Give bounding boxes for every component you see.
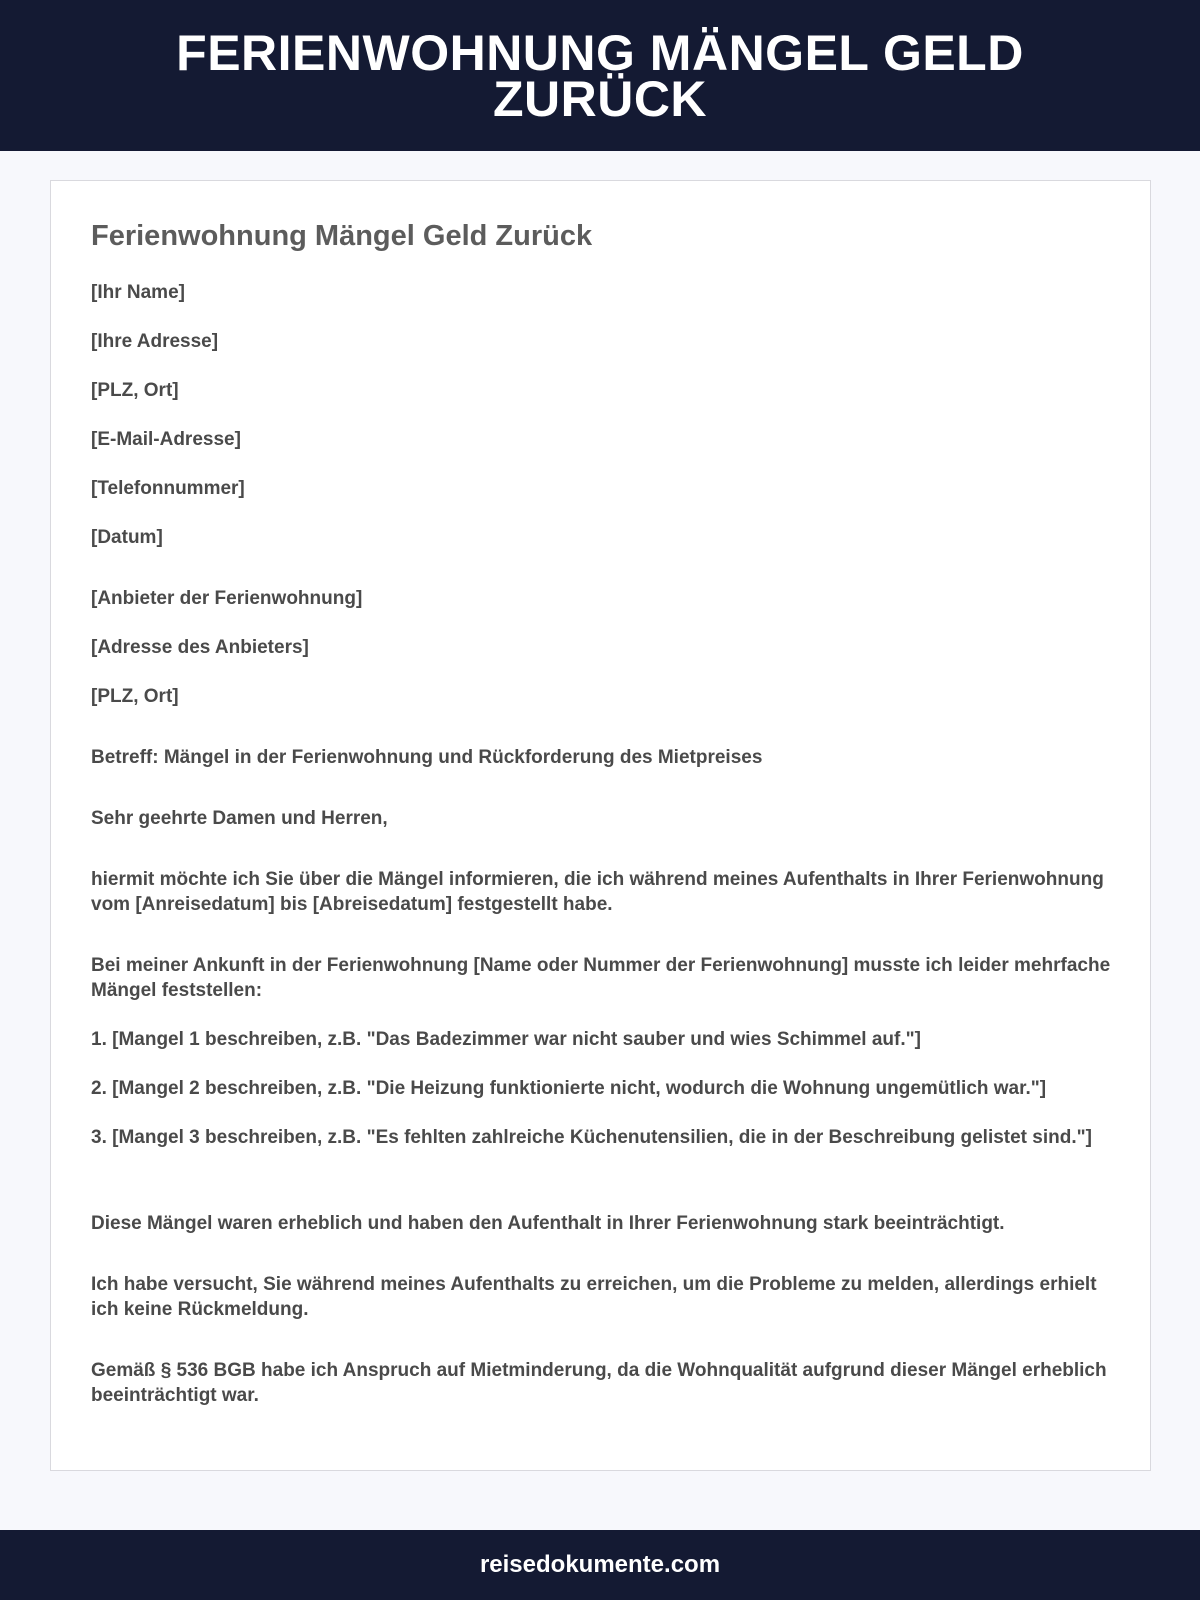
letter-intro: hiermit möchte ich Sie über die Mängel informieren, die ich während meines Aufenthalts in Ihrer Ferienwohnung vom [Anreisedatum] bis [Abreisedatum] festgestellt habe. — [91, 869, 1104, 915]
sender-phone: [Telefonnummer] — [91, 478, 245, 499]
sender-name: [Ihr Name] — [91, 282, 185, 303]
sender-city: [PLZ, Ort] — [91, 380, 179, 401]
letter-arrival: Bei meiner Ankunft in der Ferienwohnung [Name oder Nummer der Ferienwohnung] musste ich leider mehrfache Mängel feststellen: — [91, 955, 1111, 1001]
letter-subject: Betreff: Mängel in der Ferienwohnung und Rückforderung des Mietpreises — [91, 747, 763, 768]
recipient-provider: [Anbieter der Ferienwohnung] — [91, 588, 363, 609]
recipient-address: [Adresse des Anbieters] — [91, 637, 309, 658]
letter-contact-attempt: Ich habe versucht, Sie während meines Aufenthalts zu erreichen, um die Probleme zu melden, allerdings erhielt ich keine Rückmeldung. — [91, 1274, 1097, 1320]
defect-item-3: 3. [Mangel 3 beschreiben, z.B. "Es fehlten zahlreiche Küchenutensilien, die in der Beschreibung gelistet sind."] — [91, 1127, 1092, 1148]
letter-legal: Gemäß § 536 BGB habe ich Anspruch auf Mietminderung, da die Wohnqualität aufgrund dieser Mängel erheblich beeinträchtigt war. — [91, 1360, 1107, 1406]
sender-address: [Ihre Adresse] — [91, 331, 219, 352]
letter-date: [Datum] — [91, 527, 163, 548]
sender-email: [E-Mail-Adresse] — [91, 429, 241, 450]
letter-salutation: Sehr geehrte Damen und Herren, — [91, 808, 388, 829]
defect-item-1: 1. [Mangel 1 beschreiben, z.B. "Das Badezimmer war nicht sauber und wies Schimmel auf."] — [91, 1029, 921, 1050]
footer-site-name: reisedokumente.com — [479, 1551, 721, 1578]
page-title: FERIENWOHNUNG MÄNGEL GELD ZURÜCK — [176, 24, 1024, 127]
letter-impact: Diese Mängel waren erheblich und haben den Aufenthalt in Ihrer Ferienwohnung stark beeinträchtigt. — [91, 1213, 1005, 1234]
site-footer — [0, 1530, 1200, 1600]
site-header — [0, 0, 1200, 151]
letter-card — [50, 180, 1151, 1471]
defect-item-2: 2. [Mangel 2 beschreiben, z.B. "Die Heizung funktionierte nicht, wodurch die Wohnung ungemütlich war."] — [91, 1078, 1047, 1099]
recipient-city: [PLZ, Ort] — [91, 686, 179, 707]
document-title: Ferienwohnung Mängel Geld Zurück — [91, 220, 593, 252]
